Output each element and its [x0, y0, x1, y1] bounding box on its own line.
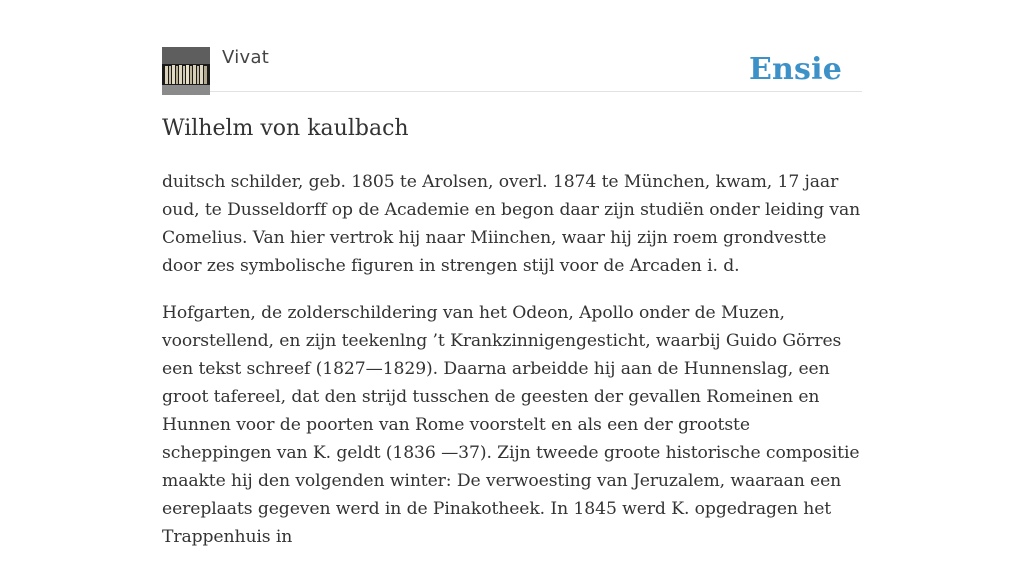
book-spines-avatar[interactable]	[162, 47, 210, 95]
site-name[interactable]: Vivat	[222, 47, 270, 68]
page-title: Wilhelm von kaulbach	[162, 116, 409, 141]
ensie-logo-link[interactable]: Ensie	[748, 52, 842, 87]
site-header	[162, 46, 862, 92]
article-paragraph: duitsch schilder, geb. 1805 te Arolsen, overl. 1874 te München, kwam, 17 jaar oud, te Dusseldorff op de Academie en begon daar zijn studiën onder leiding van Comelius. Van hier vertrok hij naar Miinchen, waar hij zijn roem grondvestte door zes symbolische figuren in strengen stijl voor de Arcaden i. d.	[162, 172, 861, 276]
article-paragraph: Hofgarten, de zolderschildering van het Odeon, Apollo onder de Muzen, voorstellend, en zijn teekenlng ’t Krankzinnigengesticht, waarbij Guido Görres een tekst schreef (1827—1829). Daarna arbeidde hij aan de Hunnenslag, een groot tafereel, dat den strijd tusschen de geesten der gevallen Romeinen en Hunnen voor de poorten van Rome voorstelt en als een der grootste scheppingen van K. geldt (1836 —37). Zijn tweede groote historische compositie maakte hij den volgenden winter: De verwoesting van Jeruzalem, waaraan een eereplaats gegeven werd in de Pinakotheek. In 1845 werd K. opgedragen het Trappenhuis in	[162, 303, 860, 547]
article-body	[162, 168, 862, 570]
